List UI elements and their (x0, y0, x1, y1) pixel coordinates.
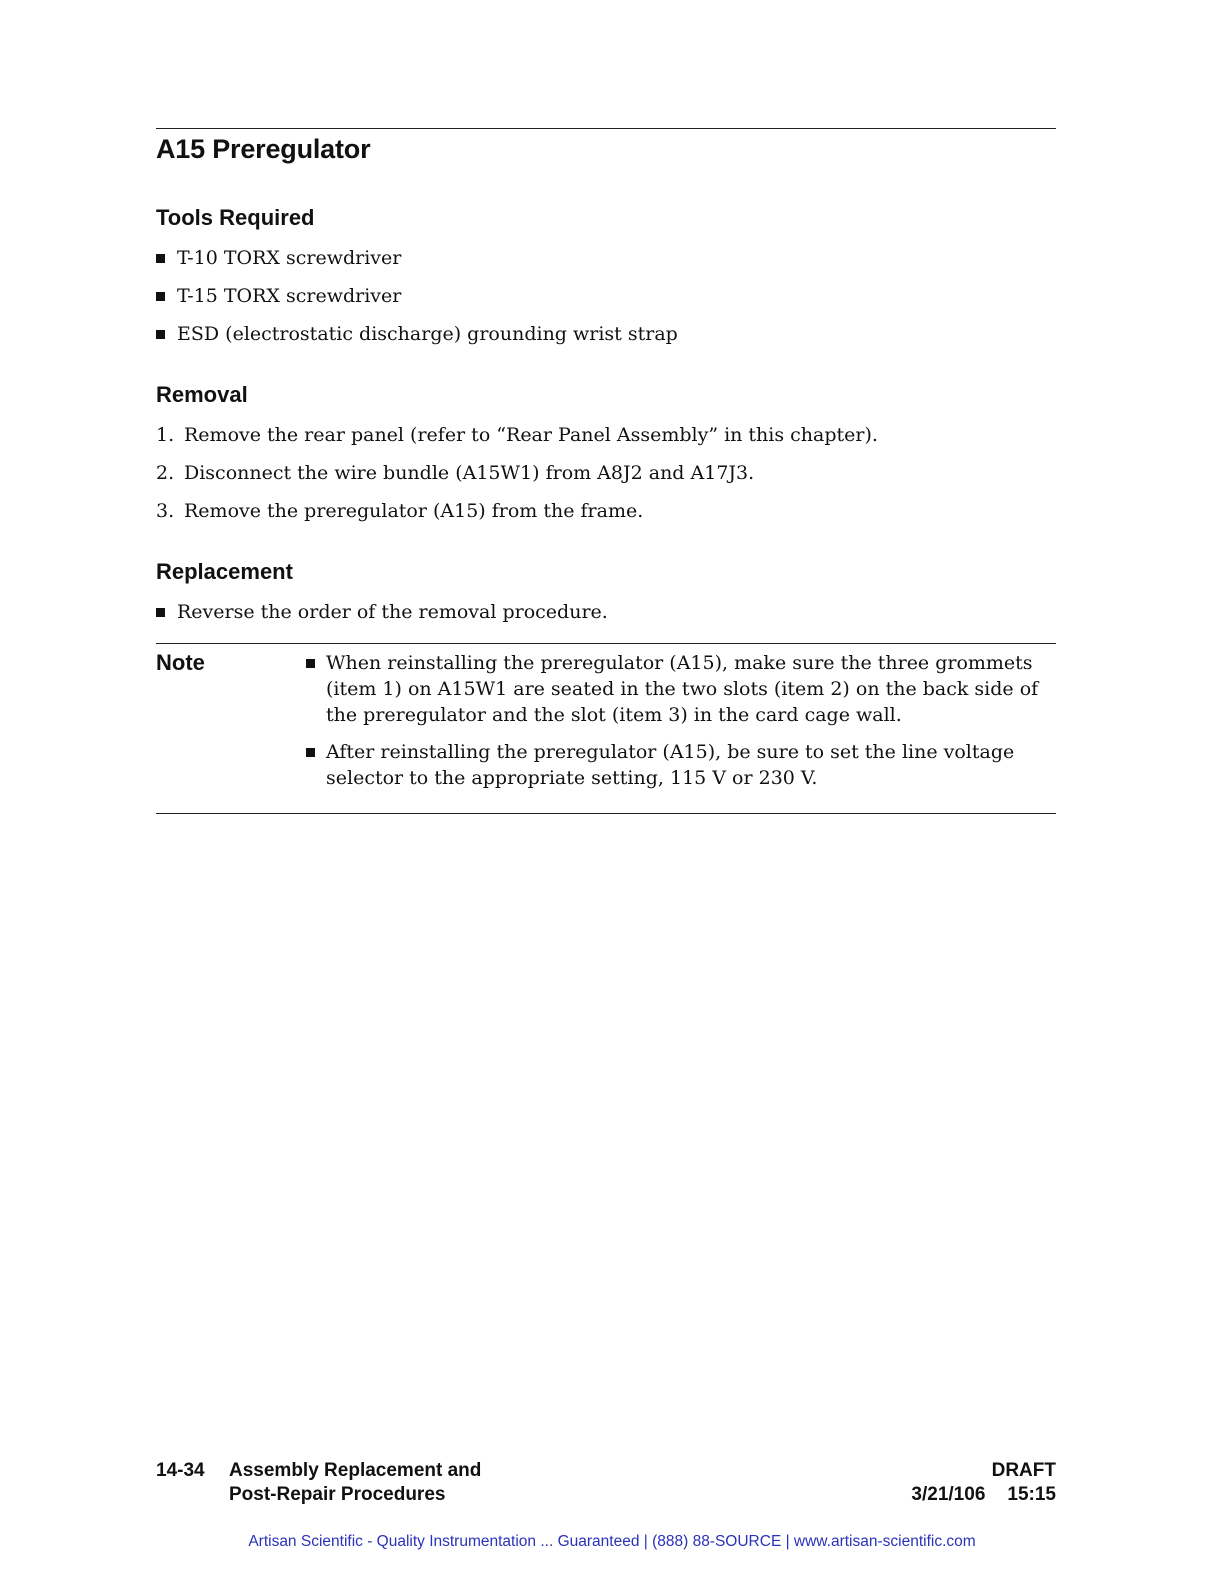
square-bullet-icon (306, 748, 315, 757)
footer-page-number: 14-34 (156, 1460, 205, 1481)
footer-datetime (911, 1483, 1056, 1507)
list-item: After reinstalling the preregulator (A15), be sure to set the line voltage selector to the appropriate setting, 115 V or 230 V. (306, 739, 1046, 791)
square-bullet-icon (156, 254, 165, 263)
note-label: Note (156, 650, 205, 675)
removal-heading: Removal (156, 382, 248, 407)
replacement-heading: Replacement (156, 559, 293, 584)
list-item: When reinstalling the preregulator (A15), make sure the three grommets (item 1) on A15W1 are seated in the two slots (item 2) on the back side of the preregulator and the slot (item 3) in the card cage wall. (306, 650, 1046, 728)
note-list (306, 650, 1046, 802)
top-rule (156, 128, 1056, 129)
footer-chapter-line2: Post-Repair Procedures (229, 1484, 446, 1505)
square-bullet-icon (306, 659, 315, 668)
footer-status (911, 1459, 1056, 1507)
footer-time: 15:15 (1007, 1484, 1056, 1505)
square-bullet-icon (156, 330, 165, 339)
note-top-rule (156, 643, 1056, 644)
footer-draft: DRAFT (991, 1460, 1056, 1481)
note-bottom-rule (156, 813, 1056, 814)
list-item: 1. Remove the rear panel (refer to “Rear Panel Assembly” in this chapter). (156, 424, 878, 446)
removal-steps (156, 422, 878, 536)
footer-chapter (229, 1459, 481, 1507)
square-bullet-icon (156, 608, 165, 617)
list-item: 3. Remove the preregulator (A15) from the frame. (156, 500, 644, 522)
tools-heading: Tools Required (156, 205, 315, 230)
footer-date: 3/21/106 (911, 1484, 986, 1505)
square-bullet-icon (156, 292, 165, 301)
list-item: 2. Disconnect the wire bundle (A15W1) from A8J2 and A17J3. (156, 462, 755, 484)
watermark: Artisan Scientific - Quality Instrumentation ... Guaranteed | (888) 88-SOURCE | www.artisan-scientific.com (248, 1533, 976, 1550)
footer-chapter-line1: Assembly Replacement and (229, 1460, 482, 1481)
page-title: A15 Preregulator (156, 134, 371, 164)
